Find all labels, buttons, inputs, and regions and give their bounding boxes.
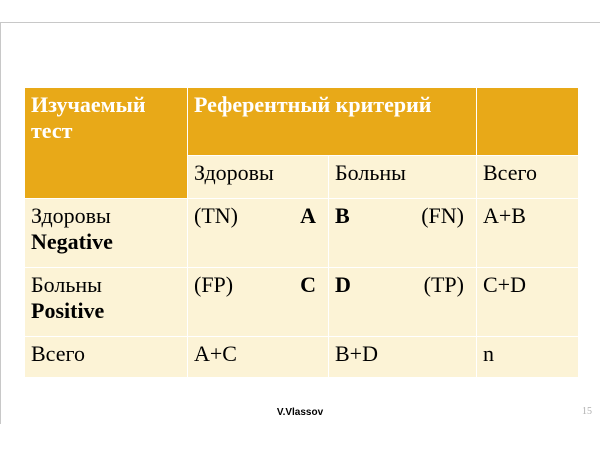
cell-tp [329, 268, 477, 337]
test-header-text: Изучаемый тест [31, 92, 146, 143]
slide-frame-left [0, 22, 1, 424]
row-label: Здоровы [31, 203, 111, 228]
row-total-cell: A+B [477, 199, 579, 268]
row-total-cell: C+D [477, 268, 579, 337]
table-row-positive [25, 268, 579, 337]
col-header-total: Всего [477, 156, 579, 199]
table-row-negative [25, 199, 579, 268]
test-header-cell [25, 88, 188, 199]
cell-letter: C [300, 272, 316, 297]
cell-code: (TP) [423, 272, 464, 297]
reference-header-cell [188, 88, 477, 156]
col-header-healthy: Здоровы [188, 156, 329, 199]
footer-author: V.Vlassov [276, 407, 324, 418]
cell-code: (FP) [194, 272, 234, 297]
table-row-totals [25, 337, 579, 378]
cell-code: (FN) [421, 203, 464, 228]
cell-letter: B [335, 203, 350, 228]
totals-col3: n [477, 337, 579, 378]
slide-frame-top [0, 22, 600, 23]
cell-letter: A [300, 203, 316, 228]
cell-fp [188, 268, 329, 337]
cell-tn [188, 199, 329, 268]
row-label-cell [25, 268, 188, 337]
row-label-cell [25, 199, 188, 268]
row-sublabel: Negative [31, 229, 113, 254]
cell-letter: D [335, 272, 351, 297]
col-header-sick: Больны [329, 156, 477, 199]
row-label: Больны [31, 272, 102, 297]
empty-header-cell [477, 88, 579, 156]
totals-label: Всего [25, 337, 188, 378]
reference-header-text: Референтный критерий [194, 92, 432, 117]
cell-fn [329, 199, 477, 268]
totals-col2: B+D [329, 337, 477, 378]
cell-code: (TN) [194, 203, 238, 228]
page-number: 15 [582, 406, 592, 417]
contingency-table [24, 87, 579, 378]
row-sublabel: Positive [31, 298, 105, 323]
header-row [25, 88, 579, 156]
totals-col1: A+C [188, 337, 329, 378]
